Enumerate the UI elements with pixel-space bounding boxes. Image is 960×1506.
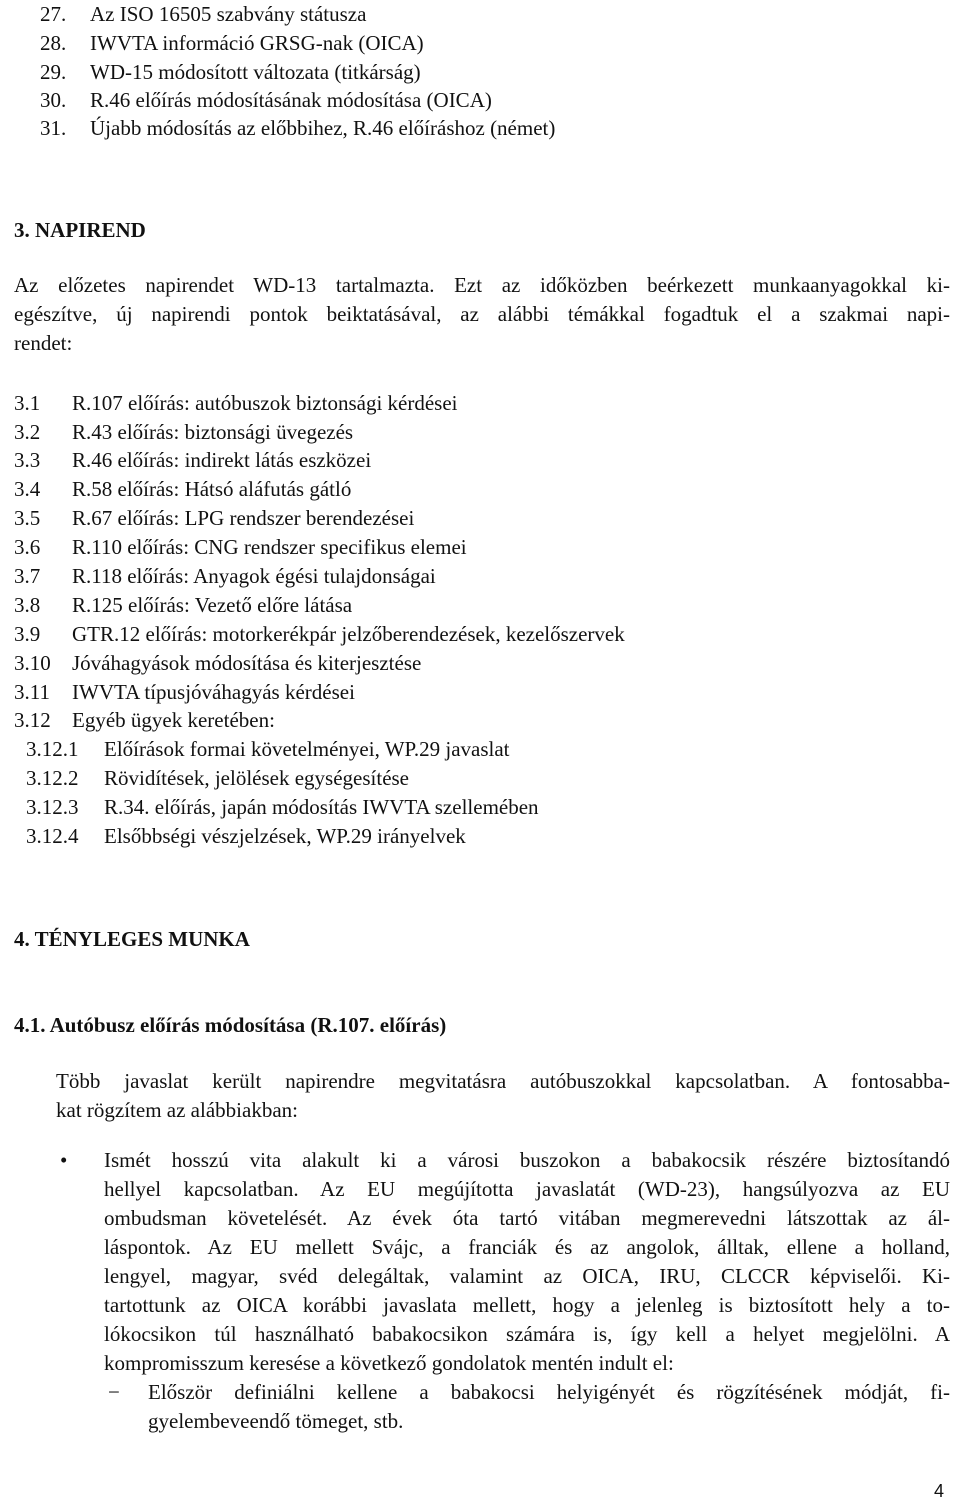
paragraph-line: gyelembeveendő tömeget, stb. (148, 1409, 404, 1433)
paragraph-line: rendet: (14, 331, 73, 355)
section4-paragraph (56, 1067, 950, 1125)
section-heading-napirend: 3. NAPIREND (14, 218, 146, 242)
paragraph-line: ombudsman követelését. Az évek óta tartó vitában megmerevedni látszottak az ál- (104, 1206, 950, 1230)
paragraph-line: hellyel kapcsolatban. Az EU megújította javaslatát (WD-23), hangsúlyozva az EU (104, 1177, 950, 1201)
intro-paragraph (14, 271, 950, 358)
paragraph-line: kat rögzítem az alábbiakban: (56, 1098, 298, 1122)
paragraph-line: egészítve, új napirendi pontok beiktatásával, az alábbi témákkal fogadtuk el a szakmai napi- (14, 302, 950, 326)
paragraph-line: láspontok. Az EU mellett Svájc, a franciák és az angolok, álltak, ellene a holland, (104, 1235, 950, 1259)
paragraph-line: Először definiálni kellene a babakocsi helyigényét és rögzítésének módját, fi- (148, 1380, 950, 1404)
section-heading-teneleges-munka: 4. TÉNYLEGES MUNKA (14, 927, 250, 951)
paragraph-line: tartottunk az OICA korábbi javaslata mellett, hogy a jelenleg is biztosított hely a to- (104, 1293, 950, 1317)
dash-paragraph (148, 1378, 950, 1436)
paragraph-line: Több javaslat került napirendre megvitatásra autóbuszokkal kapcsolatban. A fontosabba- (56, 1069, 950, 1093)
subsection-heading: 4.1. Autóbusz előírás módosítása (R.107. előírás) (14, 1013, 447, 1037)
page-number: 4 (934, 1481, 945, 1501)
paragraph-line: kompromisszum keresése a következő gondolatok mentén indult el: (104, 1351, 674, 1375)
paragraph-line: lengyel, magyar, svéd delegáltak, valamint az OICA, IRU, CLCCR képviselői. Ki- (104, 1264, 950, 1288)
paragraph-line: Ismét hosszú vita alakult ki a városi buszokon a babakocsik részére biztosítandó (104, 1148, 950, 1172)
dash-icon: − (108, 1380, 120, 1404)
paragraph-line: lókocsikon túl használható babakocsikon számára is, így kell a helyet megjelölni. A (104, 1322, 950, 1346)
bullet-icon: • (60, 1148, 68, 1172)
paragraph-line: Az előzetes napirendet WD-13 tartalmazta. Ezt az időközben beérkezett munkaanyagokkal ki- (14, 273, 950, 297)
bullet-paragraph (104, 1146, 950, 1378)
